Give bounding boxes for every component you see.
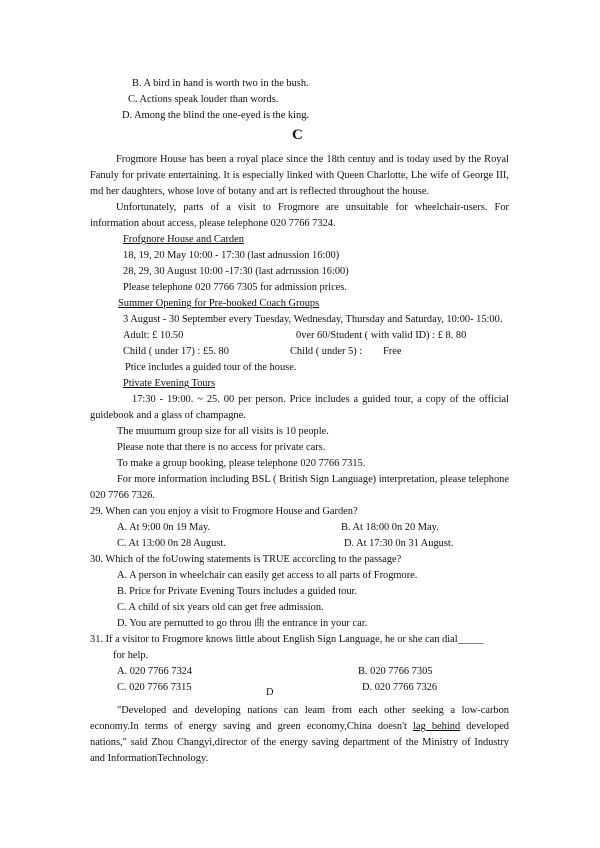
price-over60: 0ver 60/Student ( with valid ID) : £ 8. 80: [296, 330, 467, 341]
question-31-cont: for help.: [113, 650, 149, 661]
section-d-heading: D: [266, 687, 274, 698]
q29-option-d[interactable]: D. At 17:30 0n 31 August.: [344, 538, 454, 549]
price-child5-label: Child ( under 5) :: [290, 346, 363, 357]
title-evening-tours: Ptivate Evening Tours: [123, 378, 216, 389]
q30-option-d[interactable]: D. You are pernutted to go throu 曲 the entrance in your car.: [117, 618, 368, 629]
section-c-heading: C: [292, 127, 303, 143]
q29-option-c[interactable]: C. At 13:00 0n 28 August.: [117, 538, 226, 549]
price-adult: Adult: £ 10.50: [123, 330, 184, 341]
title-house-garden: Frofgnore House and Carden: [123, 234, 244, 245]
q31-option-d[interactable]: D. 020 7766 7326: [362, 682, 438, 693]
group-booking: To make a group booking, please telephone 020 7766 7315.: [117, 458, 366, 469]
no-private-cars: Please note that there is no access for private cars.: [117, 442, 326, 453]
q31-option-c[interactable]: C. 020 7766 7315: [117, 682, 192, 693]
dates-august: 28, 29, 30 August 10:00 -17:30 (last adrrussion 16:00): [123, 266, 349, 277]
q30-option-c[interactable]: C. A child of six years old can get free admission.: [117, 602, 324, 613]
q29-option-b[interactable]: B. At 18:00 0n 20 May.: [341, 522, 439, 533]
price-child17: Child ( under 17) : £5. 80: [123, 346, 229, 357]
lag-behind-underlined: lag behind: [413, 721, 461, 732]
q31-option-a[interactable]: A. 020 7766 7324: [117, 666, 193, 677]
prev-option-d: D. Among the blind the one-eyed is the king.: [122, 110, 310, 121]
q30-option-b[interactable]: B. Price for Private Evening Tours includes a guided tour.: [117, 586, 358, 597]
section-c-para2: Unfortunately, parts of a visit to Frogmore are unsuitable for wheelchair-users. For information about access, please telephone 020 7766 7324.: [90, 202, 509, 229]
group-size: The muumum group size for all visits is 10 people.: [117, 426, 329, 437]
admission-phone: Please telephone 020 7766 7305 for admission prices.: [123, 282, 347, 293]
bsl-info: For more information including BSL ( British Sign Language) interpretation, please telephone 020 7766 7326.: [90, 474, 509, 501]
prev-option-c: C. Actions speak louder than words.: [128, 94, 279, 105]
price-note: Ptice includes a guided tour of the house.: [125, 362, 297, 373]
coach-schedule: 3 August - 30 September every Tuesday, Wednesday, Thursday and Saturday, 10:00- 15:00.: [123, 314, 503, 325]
dates-may: 18, 19, 20 May 10:00 - 17:30 (last adnussion 16:00): [123, 250, 340, 261]
section-d-text-1: "Developed and developing nations can leam from each other seeking a low-carbon economy.In terms of energy saving and green economy,China doesn't: [90, 705, 509, 732]
q29-option-a[interactable]: A. At 9:00 0n 19 May.: [117, 522, 211, 533]
section-c-para1: Frogmore House has been a royal place since the 18th centuy and is today used by the Royal Fanuly for private entertaining. It is especially linked with Queen Charlotte, Lhe wife of George III, md her daughters, whose love of botany and art is reflected throughout the house.: [90, 154, 509, 197]
section-d-text-2: developed nations," said Zhou Changyi,director of the energy saving department of the Ministry of Industry and InformationTechnology.: [90, 721, 510, 764]
price-child5-value: Free: [383, 346, 402, 357]
section-d-para: [90, 703, 509, 767]
prev-option-b: B. A bird in hand is worth two in the bush.: [132, 78, 309, 89]
title-coach-groups: Summer Opening for Pre-booked Coach Groups: [118, 298, 320, 309]
q31-option-b[interactable]: B. 020 7766 7305: [358, 666, 433, 677]
question-29: 29. When can you enjoy a visit to Frogmore House and Garden?: [90, 506, 358, 517]
evening-tours-text: 17:30 - 19:00. ~ 25. 00 per person. Price includes a guided tour, a copy of the official guidebook and a glass of champagne.: [90, 394, 509, 421]
question-31: 31. If a visitor to Frogmore knows little about English Sign Language, he or she can dial_____: [90, 634, 484, 645]
question-30: 30. Which of the foUowing statements is TRUE accorcling to the passage?: [90, 554, 402, 565]
q30-option-a[interactable]: A. A person in wheelchair can easily get access to all parts of Frogmore.: [117, 570, 418, 581]
